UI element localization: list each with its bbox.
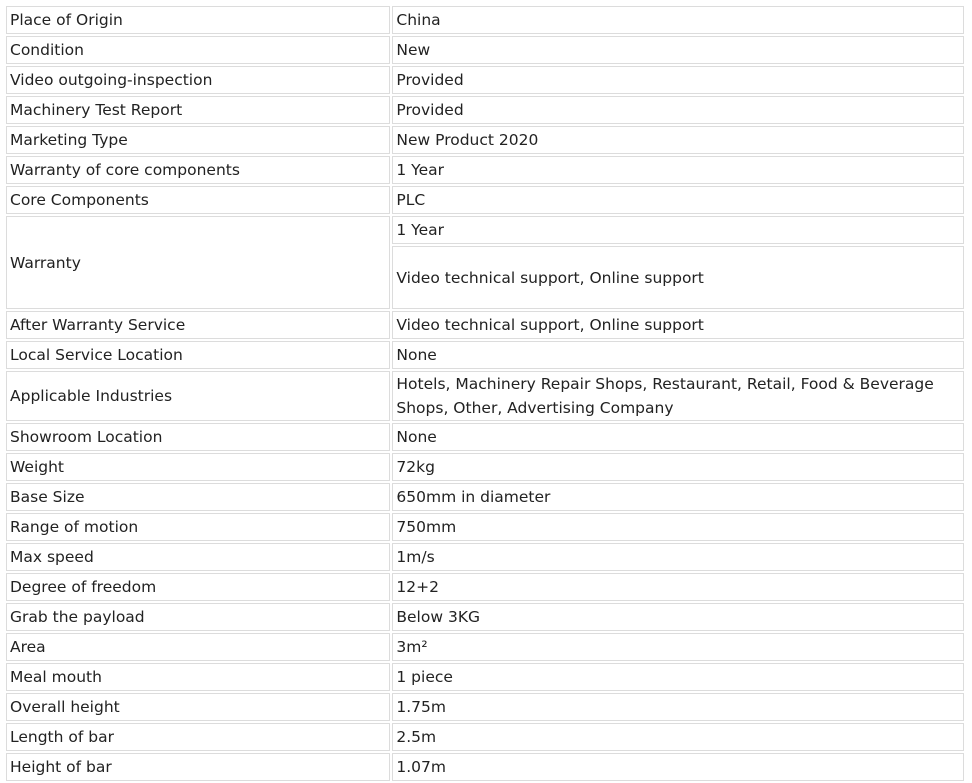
spec-label: Warranty <box>6 216 390 309</box>
spec-value: China <box>392 6 964 34</box>
spec-value: None <box>392 341 964 369</box>
table-row <box>6 603 964 631</box>
spec-value: 3m² <box>392 633 964 661</box>
spec-value: Provided <box>392 96 964 124</box>
table-row <box>6 483 964 511</box>
table-row <box>6 423 964 451</box>
spec-value: New <box>392 36 964 64</box>
spec-value: 1 Year <box>392 156 964 184</box>
spec-label: Showroom Location <box>6 423 390 451</box>
spec-label: Length of bar <box>6 723 390 751</box>
spec-value: 1m/s <box>392 543 964 571</box>
spec-label: Range of motion <box>6 513 390 541</box>
table-row <box>6 753 964 781</box>
spec-label: Overall height <box>6 693 390 721</box>
spec-label: Max speed <box>6 543 390 571</box>
spec-table <box>4 4 966 783</box>
spec-label: Grab the payload <box>6 603 390 631</box>
spec-label: Core Components <box>6 186 390 214</box>
table-row <box>6 96 964 124</box>
table-row <box>6 371 964 421</box>
spec-value: 72kg <box>392 453 964 481</box>
table-row <box>6 693 964 721</box>
spec-value: Hotels, Machinery Repair Shops, Restaurant, Retail, Food & Beverage Shops, Other, Advertising Company <box>392 371 964 421</box>
table-row <box>6 453 964 481</box>
spec-label: Warranty of core components <box>6 156 390 184</box>
table-row <box>6 6 964 34</box>
table-row <box>6 341 964 369</box>
table-row <box>6 186 964 214</box>
spec-value: 2.5m <box>392 723 964 751</box>
spec-value: 1.75m <box>392 693 964 721</box>
spec-label: Area <box>6 633 390 661</box>
table-row <box>6 723 964 751</box>
spec-label: Base Size <box>6 483 390 511</box>
spec-value: 1.07m <box>392 753 964 781</box>
table-row <box>6 66 964 94</box>
table-row <box>6 663 964 691</box>
spec-value: Video technical support, Online support <box>392 311 964 339</box>
spec-value: Video technical support, Online support <box>392 246 964 309</box>
table-row <box>6 216 964 244</box>
spec-label: Condition <box>6 36 390 64</box>
spec-label: Machinery Test Report <box>6 96 390 124</box>
spec-label: Marketing Type <box>6 126 390 154</box>
table-row <box>6 573 964 601</box>
spec-value: 650mm in diameter <box>392 483 964 511</box>
table-row <box>6 633 964 661</box>
spec-label: Applicable Industries <box>6 371 390 421</box>
spec-label: Place of Origin <box>6 6 390 34</box>
spec-value: PLC <box>392 186 964 214</box>
spec-label: Weight <box>6 453 390 481</box>
spec-value: None <box>392 423 964 451</box>
spec-value: 1 Year <box>392 216 964 244</box>
spec-label: Degree of freedom <box>6 573 390 601</box>
spec-label: Video outgoing-inspection <box>6 66 390 94</box>
table-row <box>6 311 964 339</box>
table-row <box>6 156 964 184</box>
spec-label: Meal mouth <box>6 663 390 691</box>
table-row <box>6 126 964 154</box>
spec-value: 750mm <box>392 513 964 541</box>
spec-value: 12+2 <box>392 573 964 601</box>
spec-value: 1 piece <box>392 663 964 691</box>
spec-label: Height of bar <box>6 753 390 781</box>
spec-label: Local Service Location <box>6 341 390 369</box>
spec-value: Provided <box>392 66 964 94</box>
spec-value: New Product 2020 <box>392 126 964 154</box>
table-row <box>6 543 964 571</box>
table-row <box>6 36 964 64</box>
spec-value: Below 3KG <box>392 603 964 631</box>
table-row <box>6 513 964 541</box>
spec-label: After Warranty Service <box>6 311 390 339</box>
